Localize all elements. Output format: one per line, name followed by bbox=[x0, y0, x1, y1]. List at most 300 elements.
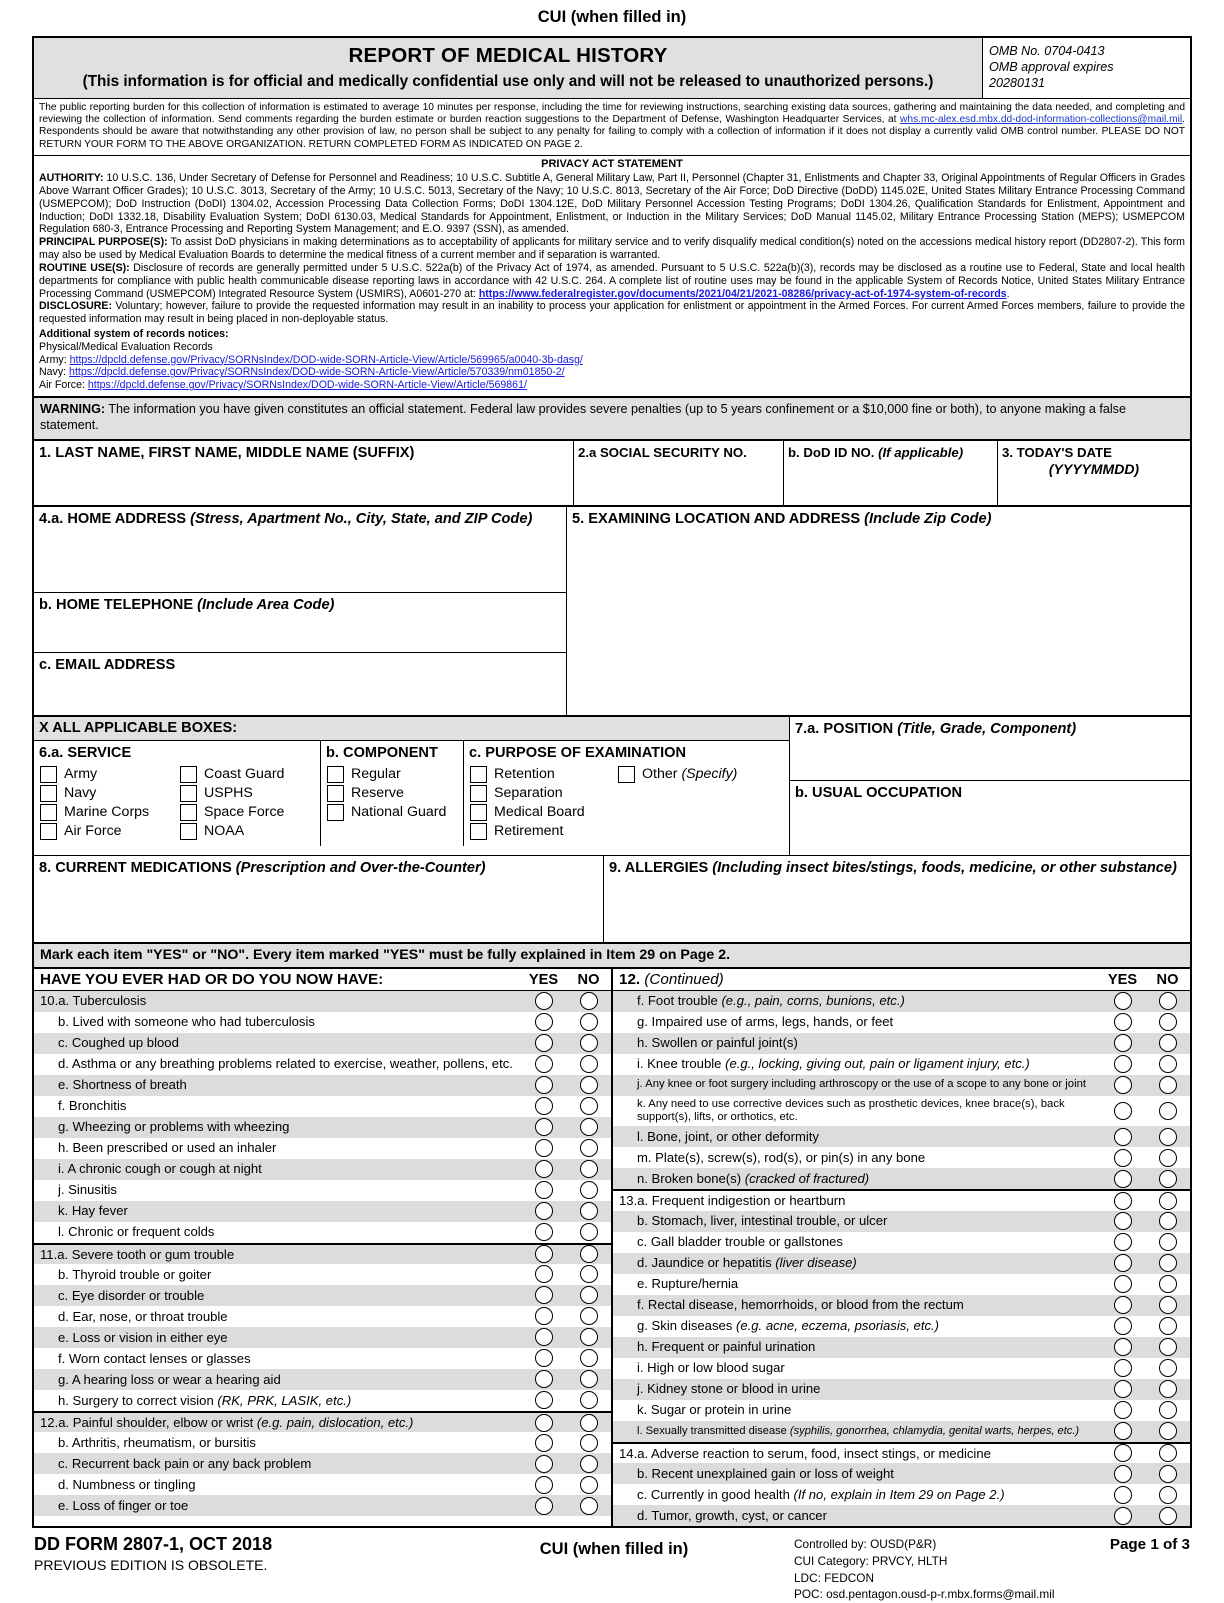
answer-no-cell[interactable] bbox=[1145, 1055, 1190, 1073]
radio-no-icon[interactable] bbox=[580, 1245, 598, 1263]
radio-yes-icon[interactable] bbox=[535, 1476, 553, 1494]
answer-no-cell[interactable] bbox=[1145, 1254, 1190, 1272]
radio-yes-icon[interactable] bbox=[1114, 1233, 1132, 1251]
checkbox-marine-corps[interactable] bbox=[34, 803, 174, 822]
answer-yes-cell[interactable] bbox=[521, 1476, 566, 1494]
radio-no-icon[interactable] bbox=[580, 1434, 598, 1452]
checkbox-box-icon[interactable] bbox=[180, 766, 197, 783]
checkbox-box-icon[interactable] bbox=[470, 766, 487, 783]
question-label bbox=[613, 1191, 1100, 1210]
answer-no-cell[interactable] bbox=[566, 1181, 611, 1199]
radio-no-icon[interactable] bbox=[580, 1476, 598, 1494]
radio-no-icon[interactable] bbox=[1159, 1317, 1177, 1335]
radio-yes-icon[interactable] bbox=[1114, 1275, 1132, 1293]
radio-no-icon[interactable] bbox=[580, 1034, 598, 1052]
answer-yes-cell[interactable] bbox=[521, 1286, 566, 1304]
question-row bbox=[34, 1096, 611, 1117]
radio-no-icon[interactable] bbox=[1159, 1212, 1177, 1230]
answer-yes-cell[interactable] bbox=[1100, 1233, 1145, 1251]
question-label bbox=[34, 1349, 521, 1368]
question-label-hint: (e.g., locking, giving out, pain or ligament injury, etc.) bbox=[725, 1056, 1030, 1072]
answer-yes-cell[interactable] bbox=[521, 1118, 566, 1136]
answer-no-cell[interactable] bbox=[1145, 1359, 1190, 1377]
answer-yes-cell[interactable] bbox=[1100, 1192, 1145, 1210]
answer-no-cell[interactable] bbox=[1145, 1296, 1190, 1314]
answer-yes-cell[interactable] bbox=[1100, 1275, 1145, 1293]
question-label bbox=[34, 1201, 521, 1220]
answer-yes-cell[interactable] bbox=[1100, 1296, 1145, 1314]
field-dodid[interactable] bbox=[784, 441, 998, 505]
answer-yes-cell[interactable] bbox=[521, 992, 566, 1010]
questions-right-column bbox=[613, 969, 1190, 1527]
answer-yes-cell[interactable] bbox=[1100, 1102, 1145, 1120]
radio-yes-icon[interactable] bbox=[1114, 1380, 1132, 1398]
radio-no-icon[interactable] bbox=[1159, 1401, 1177, 1419]
field-usual-occupation[interactable] bbox=[790, 781, 1190, 855]
radio-no-icon[interactable] bbox=[1159, 1486, 1177, 1504]
privacy-routine-link[interactable]: https://www.federalregister.gov/documents/2021/04/21/2021-08286/privacy-act-of-1974-system-of-records bbox=[478, 287, 1007, 300]
question-label-hint: (cracked of fractured) bbox=[744, 1170, 870, 1186]
radio-no-icon[interactable] bbox=[580, 1160, 598, 1178]
answer-yes-cell[interactable] bbox=[521, 1391, 566, 1409]
checkbox-box-icon[interactable] bbox=[40, 785, 57, 802]
answer-no-cell[interactable] bbox=[1145, 1465, 1190, 1483]
questions-right-header-cont: (Continued) bbox=[644, 970, 724, 988]
answer-yes-cell[interactable] bbox=[521, 1349, 566, 1367]
radio-yes-icon[interactable] bbox=[1114, 1170, 1132, 1188]
checkbox-box-icon[interactable] bbox=[470, 804, 487, 821]
radio-yes-icon[interactable] bbox=[1114, 1055, 1132, 1073]
field-email-address[interactable] bbox=[34, 653, 566, 715]
answer-yes-cell[interactable] bbox=[521, 1160, 566, 1178]
checkbox-box-icon[interactable] bbox=[327, 785, 344, 802]
cui-control-block bbox=[794, 1534, 1062, 1603]
radio-yes-icon[interactable] bbox=[535, 1160, 553, 1178]
answer-yes-cell[interactable] bbox=[1100, 1507, 1145, 1525]
answer-no-cell[interactable] bbox=[566, 1139, 611, 1157]
radio-yes-icon[interactable] bbox=[1114, 1296, 1132, 1314]
question-label bbox=[613, 1076, 1100, 1093]
notice-airforce-link[interactable]: https://dpcld.defense.gov/Privacy/SORNsIndex/DOD-wide-SORN-Article-View/Article/569861/ bbox=[87, 379, 527, 392]
question-row bbox=[613, 1126, 1190, 1147]
checkbox-retention[interactable] bbox=[464, 765, 612, 784]
answer-yes-cell[interactable] bbox=[1100, 1149, 1145, 1167]
omb-expires-date: 20280131 bbox=[989, 76, 1046, 91]
answer-no-cell[interactable] bbox=[566, 1223, 611, 1241]
checkbox-box-icon[interactable] bbox=[180, 804, 197, 821]
field-home-telephone[interactable] bbox=[34, 593, 566, 653]
radio-yes-icon[interactable] bbox=[535, 1245, 553, 1263]
answer-no-cell[interactable] bbox=[1145, 1338, 1190, 1356]
radio-no-icon[interactable] bbox=[1159, 1275, 1177, 1293]
checkbox-noaa-label: NOAA bbox=[204, 823, 245, 840]
questions-left-column bbox=[34, 969, 613, 1527]
radio-yes-icon[interactable] bbox=[535, 1013, 553, 1031]
answer-no-cell[interactable] bbox=[566, 1391, 611, 1409]
answer-yes-cell[interactable] bbox=[521, 1434, 566, 1452]
notice-navy-link[interactable]: https://dpcld.defense.gov/Privacy/SORNsIndex/DOD-wide-SORN-Article-View/Article/570339/nm01850-2/ bbox=[69, 366, 565, 379]
answer-yes-cell[interactable] bbox=[1100, 1401, 1145, 1419]
answer-yes-cell[interactable] bbox=[1100, 1128, 1145, 1146]
checkbox-navy[interactable] bbox=[34, 784, 174, 803]
answer-no-cell[interactable] bbox=[566, 1118, 611, 1136]
radio-yes-icon[interactable] bbox=[1114, 1013, 1132, 1031]
question-label-text: b. Arthritis, rheumatism, or bursitis bbox=[58, 1435, 256, 1451]
radio-yes-icon[interactable] bbox=[1114, 1444, 1132, 1462]
checkbox-box-icon[interactable] bbox=[470, 823, 487, 840]
answer-no-cell[interactable] bbox=[566, 1414, 611, 1432]
radio-no-icon[interactable] bbox=[580, 1223, 598, 1241]
radio-no-icon[interactable] bbox=[580, 1286, 598, 1304]
answer-no-cell[interactable] bbox=[566, 1202, 611, 1220]
radio-no-icon[interactable] bbox=[1159, 1465, 1177, 1483]
answer-yes-cell[interactable] bbox=[521, 1307, 566, 1325]
question-label bbox=[613, 1358, 1100, 1377]
checkbox-columns bbox=[34, 741, 789, 846]
answer-yes-cell[interactable] bbox=[521, 1328, 566, 1346]
answer-yes-cell[interactable] bbox=[1100, 1380, 1145, 1398]
answer-yes-cell[interactable] bbox=[1100, 1170, 1145, 1188]
radio-no-icon[interactable] bbox=[580, 1307, 598, 1325]
radio-no-icon[interactable] bbox=[580, 1391, 598, 1409]
warning-label: WARNING: bbox=[40, 402, 106, 417]
radio-no-icon[interactable] bbox=[580, 1013, 598, 1031]
answer-no-cell[interactable] bbox=[1145, 1149, 1190, 1167]
answer-no-cell[interactable] bbox=[566, 1013, 611, 1031]
radio-no-icon[interactable] bbox=[580, 992, 598, 1010]
answer-no-cell[interactable] bbox=[1145, 1507, 1190, 1525]
field-todays-date[interactable] bbox=[998, 441, 1190, 505]
question-label-text: e. Rupture/hernia bbox=[637, 1276, 739, 1292]
radio-yes-icon[interactable] bbox=[535, 1328, 553, 1346]
question-label-text: c. Eye disorder or trouble bbox=[58, 1287, 205, 1303]
question-label-text: g. A hearing loss or wear a hearing aid bbox=[58, 1371, 281, 1387]
answer-yes-cell[interactable] bbox=[1100, 1254, 1145, 1272]
radio-no-icon[interactable] bbox=[1159, 1192, 1177, 1210]
checkbox-coast-guard[interactable] bbox=[174, 765, 289, 784]
checkbox-usphs[interactable] bbox=[174, 784, 289, 803]
checkbox-box-icon[interactable] bbox=[327, 766, 344, 783]
radio-yes-icon[interactable] bbox=[1114, 1076, 1132, 1094]
answer-yes-cell[interactable] bbox=[1100, 1013, 1145, 1031]
answer-no-cell[interactable] bbox=[1145, 1192, 1190, 1210]
radio-no-icon[interactable] bbox=[580, 1414, 598, 1432]
radio-no-icon[interactable] bbox=[1159, 1149, 1177, 1167]
answer-yes-cell[interactable] bbox=[1100, 1338, 1145, 1356]
radio-yes-icon[interactable] bbox=[1114, 1034, 1132, 1052]
answer-yes-cell[interactable] bbox=[1100, 1055, 1145, 1073]
field-position-label-text: 7.a. POSITION bbox=[795, 720, 898, 737]
answer-no-cell[interactable] bbox=[1145, 1317, 1190, 1335]
radio-yes-icon[interactable] bbox=[1114, 1401, 1132, 1419]
answer-yes-cell[interactable] bbox=[1100, 1076, 1145, 1094]
checkbox-box-icon[interactable] bbox=[40, 823, 57, 840]
checkbox-space-force[interactable] bbox=[174, 803, 289, 822]
radio-no-icon[interactable] bbox=[1159, 1055, 1177, 1073]
radio-no-icon[interactable] bbox=[1159, 1507, 1177, 1525]
answer-no-cell[interactable] bbox=[566, 1307, 611, 1325]
question-label-text: f. Rectal disease, hemorrhoids, or blood from the rectum bbox=[637, 1297, 964, 1313]
field-home-telephone-label bbox=[34, 593, 566, 613]
answer-no-cell[interactable] bbox=[566, 1455, 611, 1473]
answer-yes-cell[interactable] bbox=[1100, 1359, 1145, 1377]
answer-yes-cell[interactable] bbox=[521, 1076, 566, 1094]
radio-no-icon[interactable] bbox=[1159, 1422, 1177, 1440]
field-examining-location[interactable] bbox=[567, 507, 1190, 715]
answer-yes-cell[interactable] bbox=[521, 1223, 566, 1241]
answer-no-cell[interactable] bbox=[566, 1160, 611, 1178]
answer-no-cell[interactable] bbox=[566, 1349, 611, 1367]
radio-yes-icon[interactable] bbox=[1114, 1212, 1132, 1230]
answer-no-cell[interactable] bbox=[1145, 1034, 1190, 1052]
radio-no-icon[interactable] bbox=[580, 1118, 598, 1136]
answer-no-cell[interactable] bbox=[566, 1034, 611, 1052]
radio-yes-icon[interactable] bbox=[535, 1455, 553, 1473]
radio-yes-icon[interactable] bbox=[535, 1349, 553, 1367]
answer-yes-cell[interactable] bbox=[521, 1034, 566, 1052]
radio-yes-icon[interactable] bbox=[535, 1202, 553, 1220]
radio-yes-icon[interactable] bbox=[535, 992, 553, 1010]
checkbox-reserve[interactable] bbox=[321, 784, 463, 803]
radio-no-icon[interactable] bbox=[580, 1349, 598, 1367]
radio-no-icon[interactable] bbox=[1159, 1359, 1177, 1377]
checkbox-box-icon[interactable] bbox=[180, 785, 197, 802]
radio-no-icon[interactable] bbox=[1159, 1128, 1177, 1146]
field-name-label: 1. LAST NAME, FIRST NAME, MIDDLE NAME (SUFFIX) bbox=[39, 444, 415, 461]
answer-no-cell[interactable] bbox=[1145, 1076, 1190, 1094]
checkbox-box-icon[interactable] bbox=[470, 785, 487, 802]
radio-yes-icon[interactable] bbox=[535, 1118, 553, 1136]
radio-yes-icon[interactable] bbox=[535, 1097, 553, 1115]
radio-yes-icon[interactable] bbox=[1114, 992, 1132, 1010]
radio-yes-icon[interactable] bbox=[535, 1223, 553, 1241]
radio-no-icon[interactable] bbox=[580, 1265, 598, 1283]
radio-yes-icon[interactable] bbox=[535, 1497, 553, 1515]
radio-yes-icon[interactable] bbox=[535, 1391, 553, 1409]
answer-yes-cell[interactable] bbox=[1100, 1486, 1145, 1504]
notice-airforce-label: Air Force: bbox=[39, 379, 85, 392]
notice-navy-label: Navy: bbox=[39, 366, 67, 379]
answer-no-cell[interactable] bbox=[1145, 1102, 1190, 1120]
radio-yes-icon[interactable] bbox=[535, 1076, 553, 1094]
question-label bbox=[613, 1337, 1100, 1356]
identity-row bbox=[34, 441, 1190, 507]
question-label bbox=[613, 1211, 1100, 1230]
radio-no-icon[interactable] bbox=[580, 1328, 598, 1346]
radio-no-icon[interactable] bbox=[1159, 1076, 1177, 1094]
radio-yes-icon[interactable] bbox=[535, 1434, 553, 1452]
question-label-text: g. Skin diseases bbox=[637, 1318, 736, 1334]
radio-no-icon[interactable] bbox=[1159, 1444, 1177, 1462]
answer-yes-cell[interactable] bbox=[521, 1414, 566, 1432]
answer-no-cell[interactable] bbox=[1145, 1275, 1190, 1293]
radio-yes-icon[interactable] bbox=[535, 1265, 553, 1283]
radio-no-icon[interactable] bbox=[580, 1202, 598, 1220]
checkbox-army[interactable] bbox=[34, 765, 174, 784]
radio-no-icon[interactable] bbox=[1159, 1380, 1177, 1398]
answer-no-cell[interactable] bbox=[566, 1076, 611, 1094]
field-ssn[interactable] bbox=[574, 441, 784, 505]
checkbox-coast-guard-label: Coast Guard bbox=[204, 766, 285, 783]
radio-no-icon[interactable] bbox=[580, 1497, 598, 1515]
radio-no-icon[interactable] bbox=[1159, 1034, 1177, 1052]
answer-yes-cell[interactable] bbox=[521, 1265, 566, 1283]
radio-no-icon[interactable] bbox=[1159, 1254, 1177, 1272]
radio-yes-icon[interactable] bbox=[1114, 1192, 1132, 1210]
question-row bbox=[34, 1243, 611, 1264]
radio-yes-icon[interactable] bbox=[535, 1307, 553, 1325]
question-label bbox=[34, 1033, 521, 1052]
radio-no-icon[interactable] bbox=[1159, 1102, 1177, 1120]
radio-yes-icon[interactable] bbox=[535, 1286, 553, 1304]
radio-no-icon[interactable] bbox=[580, 1139, 598, 1157]
radio-no-icon[interactable] bbox=[580, 1076, 598, 1094]
radio-no-icon[interactable] bbox=[580, 1055, 598, 1073]
question-row bbox=[34, 1222, 611, 1243]
answer-no-cell[interactable] bbox=[566, 1434, 611, 1452]
privacy-routine-text: Disclosure of records are generally permitted under 5 U.S.C. 522a(b) of the Privacy Act of 1974, as amended. Pursuant to 5 U.S.C. 522a(b)(3), records may be disclosed as a routine use to Federal, State and local health departments for compliance with public health communicable disease reporting laws in accordance with 42 U.S.C. 264. A complete list of routine uses may be found in the applicable System of Records Notice, United States Military Entrance Processing Command (USMEPCOM) Integrated Resource System (USMIRS), A0601-270 at: bbox=[39, 261, 1185, 300]
checkbox-retirement[interactable] bbox=[464, 822, 612, 841]
answer-yes-cell[interactable] bbox=[521, 1055, 566, 1073]
checkbox-regular[interactable] bbox=[321, 765, 463, 784]
radio-yes-icon[interactable] bbox=[1114, 1422, 1132, 1440]
answer-yes-cell[interactable] bbox=[521, 1202, 566, 1220]
answer-no-cell[interactable] bbox=[1145, 1212, 1190, 1230]
radio-yes-icon[interactable] bbox=[1114, 1149, 1132, 1167]
radio-yes-icon[interactable] bbox=[535, 1034, 553, 1052]
radio-yes-icon[interactable] bbox=[1114, 1254, 1132, 1272]
answer-no-cell[interactable] bbox=[566, 1245, 611, 1263]
radio-yes-icon[interactable] bbox=[1114, 1359, 1132, 1377]
checkbox-separation[interactable] bbox=[464, 784, 612, 803]
question-row bbox=[613, 1379, 1190, 1400]
checkbox-box-icon[interactable] bbox=[327, 804, 344, 821]
answer-yes-cell[interactable] bbox=[521, 1097, 566, 1115]
answer-no-cell[interactable] bbox=[566, 1370, 611, 1388]
answer-no-cell[interactable] bbox=[1145, 1422, 1190, 1440]
answer-yes-cell[interactable] bbox=[1100, 1465, 1145, 1483]
field-current-medications[interactable] bbox=[34, 856, 604, 942]
checkbox-medical-board[interactable] bbox=[464, 803, 612, 822]
answer-no-cell[interactable] bbox=[1145, 1013, 1190, 1031]
checkbox-air-force[interactable] bbox=[34, 822, 174, 841]
radio-yes-icon[interactable] bbox=[535, 1139, 553, 1157]
radio-yes-icon[interactable] bbox=[1114, 1102, 1132, 1120]
answer-no-cell[interactable] bbox=[1145, 1486, 1190, 1504]
checkbox-box-icon[interactable] bbox=[180, 823, 197, 840]
question-label-text: n. Broken bone(s) bbox=[637, 1170, 745, 1186]
radio-yes-icon[interactable] bbox=[535, 1414, 553, 1432]
answer-no-cell[interactable] bbox=[566, 1097, 611, 1115]
answer-yes-cell[interactable] bbox=[1100, 1317, 1145, 1335]
field-position-hint: (Title, Grade, Component) bbox=[897, 720, 1077, 737]
checkbox-other[interactable] bbox=[612, 765, 742, 784]
burden-email-link[interactable]: whs.mc-alex.esd.mbx.dd-dod-information-collections@mail.mil bbox=[900, 114, 1183, 126]
radio-yes-icon[interactable] bbox=[535, 1055, 553, 1073]
answer-yes-cell[interactable] bbox=[521, 1370, 566, 1388]
answer-yes-cell[interactable] bbox=[1100, 1422, 1145, 1440]
radio-no-icon[interactable] bbox=[580, 1370, 598, 1388]
answer-yes-cell[interactable] bbox=[521, 1013, 566, 1031]
radio-yes-icon[interactable] bbox=[1114, 1486, 1132, 1504]
answer-no-cell[interactable] bbox=[566, 1328, 611, 1346]
checkbox-box-icon[interactable] bbox=[40, 804, 57, 821]
question-label bbox=[34, 1475, 521, 1494]
answer-yes-cell[interactable] bbox=[521, 1139, 566, 1157]
answer-no-cell[interactable] bbox=[566, 1497, 611, 1515]
field-name[interactable] bbox=[34, 441, 574, 505]
field-allergies[interactable] bbox=[604, 856, 1190, 942]
answer-yes-cell[interactable] bbox=[521, 1455, 566, 1473]
previous-edition-note: PREVIOUS EDITION IS OBSOLETE. bbox=[34, 1557, 268, 1574]
radio-yes-icon[interactable] bbox=[535, 1181, 553, 1199]
answer-no-cell[interactable] bbox=[566, 1286, 611, 1304]
field-position[interactable] bbox=[790, 717, 1190, 781]
answer-yes-cell[interactable] bbox=[521, 1181, 566, 1199]
checkbox-box-icon[interactable] bbox=[618, 766, 635, 783]
answer-no-cell[interactable] bbox=[566, 992, 611, 1010]
question-label bbox=[34, 1454, 521, 1473]
answer-yes-cell[interactable] bbox=[1100, 1212, 1145, 1230]
checkbox-air-force-label: Air Force bbox=[64, 823, 122, 840]
radio-no-icon[interactable] bbox=[1159, 1013, 1177, 1031]
radio-yes-icon[interactable] bbox=[1114, 1465, 1132, 1483]
radio-no-icon[interactable] bbox=[1159, 1233, 1177, 1251]
radio-yes-icon[interactable] bbox=[1114, 1317, 1132, 1335]
radio-no-icon[interactable] bbox=[1159, 1170, 1177, 1188]
answer-no-cell[interactable] bbox=[566, 1265, 611, 1283]
radio-no-icon[interactable] bbox=[1159, 1338, 1177, 1356]
answer-no-cell[interactable] bbox=[566, 1476, 611, 1494]
radio-yes-icon[interactable] bbox=[535, 1370, 553, 1388]
field-home-address[interactable] bbox=[34, 507, 566, 593]
answer-no-cell[interactable] bbox=[1145, 1128, 1190, 1146]
radio-no-icon[interactable] bbox=[1159, 992, 1177, 1010]
radio-no-icon[interactable] bbox=[1159, 1296, 1177, 1314]
omb-number: OMB No. 0704-0413 bbox=[989, 44, 1105, 58]
radio-yes-icon[interactable] bbox=[1114, 1507, 1132, 1525]
answer-no-cell[interactable] bbox=[1145, 1233, 1190, 1251]
checkbox-other-label bbox=[642, 766, 737, 782]
page-number: Page 1 of 3 bbox=[1109, 1536, 1190, 1554]
notice-army-link[interactable]: https://dpcld.defense.gov/Privacy/SORNsIndex/DOD-wide-SORN-Article-View/Article/569965/a0040-3b-dasg/ bbox=[69, 353, 583, 366]
checkbox-noaa[interactable] bbox=[174, 822, 289, 841]
answer-yes-cell[interactable] bbox=[1100, 1444, 1145, 1462]
answer-no-cell[interactable] bbox=[1145, 1444, 1190, 1462]
answer-no-cell[interactable] bbox=[1145, 1170, 1190, 1188]
field-home-telephone-hint: (Include Area Code) bbox=[197, 596, 335, 613]
question-label bbox=[34, 1012, 521, 1031]
records-notices-sub: Physical/Medical Evaluation Records bbox=[39, 340, 213, 353]
radio-no-icon[interactable] bbox=[580, 1181, 598, 1199]
answer-no-cell[interactable] bbox=[1145, 1401, 1190, 1419]
checkbox-box-icon[interactable] bbox=[40, 766, 57, 783]
answer-yes-cell[interactable] bbox=[1100, 1034, 1145, 1052]
radio-yes-icon[interactable] bbox=[1114, 1128, 1132, 1146]
answer-yes-cell[interactable] bbox=[1100, 992, 1145, 1010]
checkbox-national-guard[interactable] bbox=[321, 803, 463, 822]
answer-yes-cell[interactable] bbox=[521, 1245, 566, 1263]
radio-no-icon[interactable] bbox=[580, 1097, 598, 1115]
answer-no-cell[interactable] bbox=[1145, 992, 1190, 1010]
purpose-heading: c. PURPOSE OF EXAMINATION bbox=[469, 744, 687, 761]
radio-no-icon[interactable] bbox=[580, 1455, 598, 1473]
questions-right-list bbox=[613, 991, 1190, 1527]
answer-no-cell[interactable] bbox=[566, 1055, 611, 1073]
radio-yes-icon[interactable] bbox=[1114, 1338, 1132, 1356]
answer-no-cell[interactable] bbox=[1145, 1380, 1190, 1398]
answer-yes-cell[interactable] bbox=[521, 1497, 566, 1515]
